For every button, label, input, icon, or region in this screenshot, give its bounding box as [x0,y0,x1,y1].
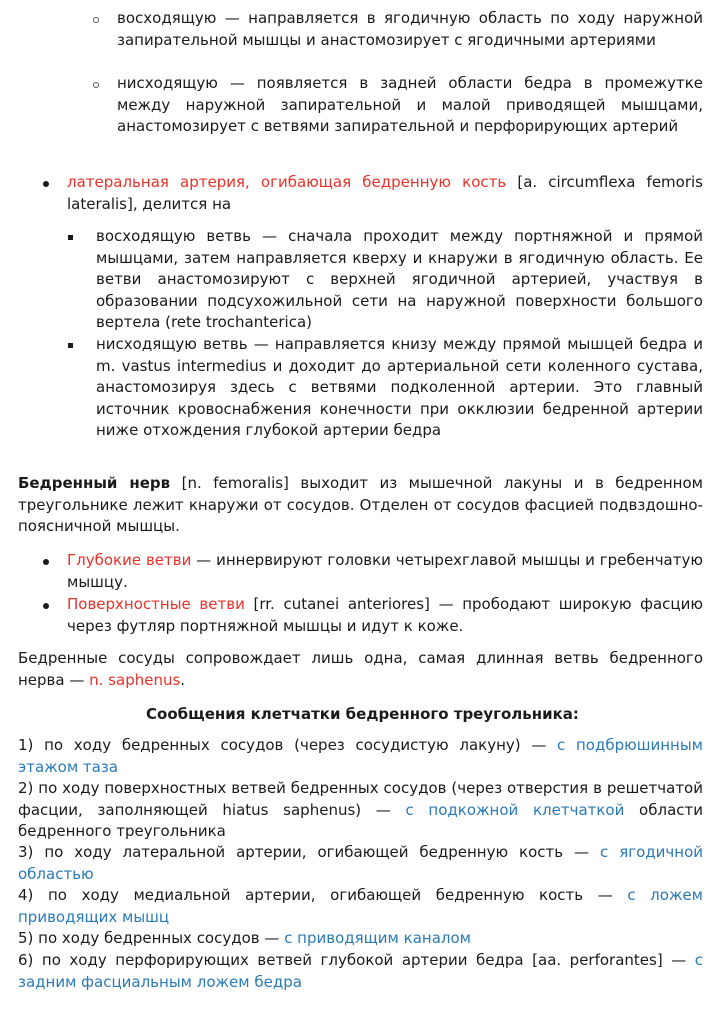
communication-target: с ложем приводящих мышц [18,886,703,926]
communication-target: с подбрюшинным этажом таза [18,736,703,776]
artery-name: латеральная артерия, огибающая бедренную кость [67,173,507,191]
list-item [18,842,703,885]
list-item [18,928,703,950]
branch-name: Глубокие ветви [67,551,192,569]
communication-target: с ягодичной областью [18,843,704,883]
communication-target: с приводящим каналом [284,929,471,947]
disc-bullet-icon [43,559,49,565]
list-item [67,594,703,637]
sub-list-item [117,8,703,51]
circle-bullet-icon [93,82,99,88]
nerve-description: [n. femoralis] выходит из мышечной лакуны и в бедренном треугольнике лежит кнаружи от сосудов. Отделен от сосудов фасцией подвздошно-поясничной мышцы. [18,474,703,535]
circle-bullet-icon [93,17,99,23]
communication-path: 1) по ходу бедренных сосудов (через сосудистую лакуну) — [18,736,558,754]
list-item [18,950,703,993]
communication-path: 4) по ходу медиальной артерии, огибающей бедренную кость — [18,886,628,904]
list-item [18,735,703,778]
list-item [67,172,703,215]
paragraph-text: Бедренные сосуды сопровождает лишь одна, самая длинная ветвь бедренного нерва — [18,649,703,689]
sub-list-item-text: восходящую ветвь — сначала проходит между портняжной и прямой мышцами, затем направляется кверху и кнаружи в ягодичную область. Ее ветви анастомозируют с верхней ягодичной артерией, участвуя в образовании подсухожильной сети на наружной поверхности большого вертела (rete trochanterica) [96,227,703,331]
paragraph-end: . [180,670,186,689]
communication-target: с задним фасциальным ложем бедра [18,951,703,991]
paragraph [18,473,703,538]
paragraph [18,648,703,691]
communication-target: с подкожной клетчаткой [405,800,625,819]
sub-list-item [96,226,703,334]
sub-list-item [96,334,703,442]
square-bullet-icon [68,343,73,348]
communication-path: 5) по ходу бедренных сосудов — [18,929,285,947]
communication-tail: области бедренного треугольника [18,800,703,840]
sub-list-item-text: нисходящую ветвь — направляется книзу между прямой мышцей бедра и m. vastus intermedius и доходит до артериальной сети коленного сустава, анастомозируя здесь с ветвями подколенной артерии. Это главный источник кровоснабжения конечности при окклюзии бедренной артерии ниже отхождения глубокой артерии бедра [96,335,703,439]
communication-path: 2) по ходу поверхностных ветвей бедренных сосудов (через отверстия в решетчатой фасции, заполняющей hiatus saphenus) — [18,779,703,819]
artery-description: [a. circumflexa femoris lateralis], делится на [67,173,703,213]
sub-list-item [117,73,703,138]
square-bullet-icon [68,235,73,240]
list-item [18,778,703,843]
section-heading: Сообщения клетчатки бедренного треугольника: [146,705,579,723]
nerve-term: Бедренный нерв [18,474,171,492]
list-item [67,550,703,593]
disc-bullet-icon [43,181,49,187]
disc-bullet-icon [43,603,49,609]
branch-name: Поверхностные ветви [67,595,245,613]
sub-list-item-text: нисходящую — появляется в задней области бедра в промежутке между наружной запирательной и малой приводящей мышцами, анастомозирует с ветвями запирательной и перфорирующих артерий [117,74,703,135]
nerve-name: n. saphenus [89,670,181,689]
branch-description: — иннервируют головки четырехглавой мышцы и гребенчатую мышцу. [67,551,703,591]
sub-list-item-text: восходящую — направляется в ягодичную область по ходу наружной запирательной мышцы и анастомозирует с ягодичными артериями [117,9,703,49]
branch-description: [rr. cutanei anteriores] — прободают широкую фасцию через футляр портняжной мышцы и идут к коже. [67,595,703,635]
communication-path: 3) по ходу латеральной артерии, огибающей бедренную кость — [18,843,601,861]
list-item [18,885,703,928]
communication-path: 6) по ходу перфорирующих ветвей глубокой артерии бедра [aa. perforantes] — [18,951,695,969]
